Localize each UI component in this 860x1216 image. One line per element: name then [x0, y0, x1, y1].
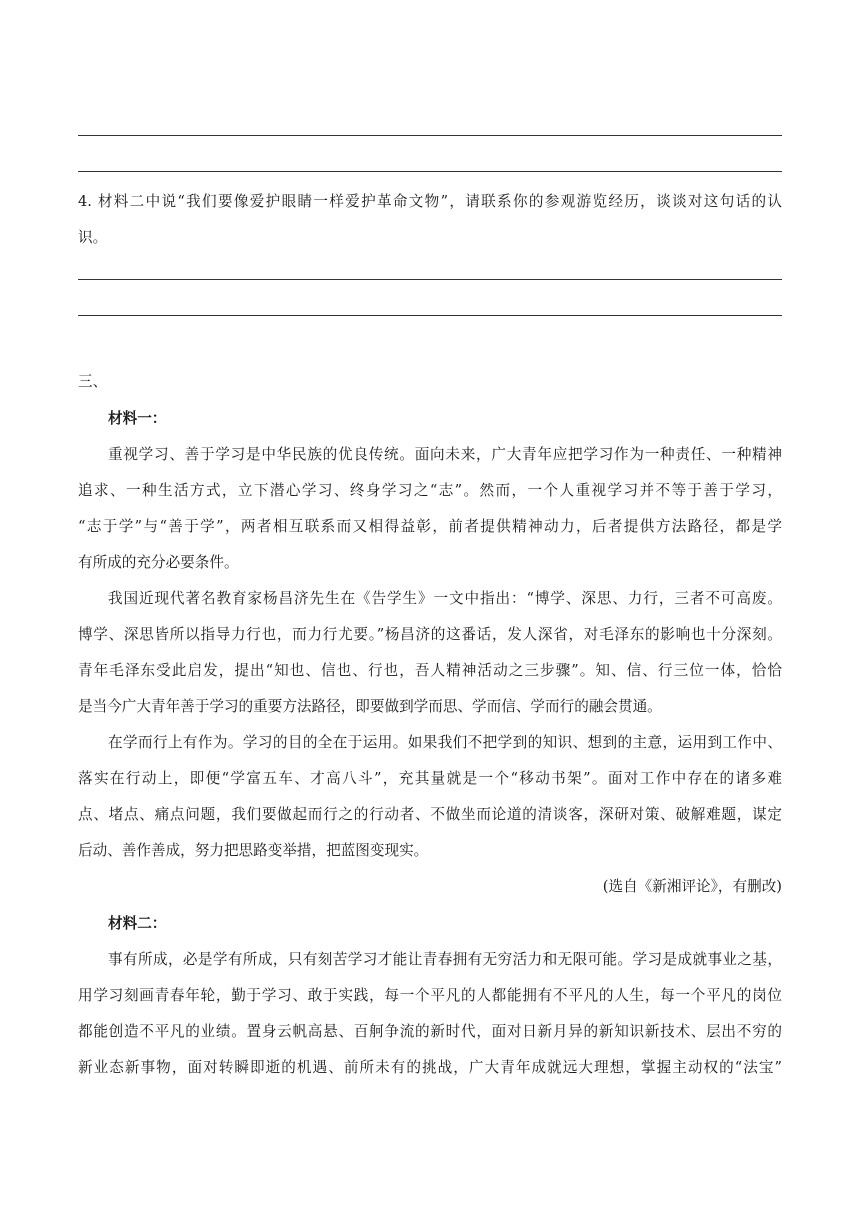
material-2-line: 事有所成，必是学有所成，只有刻苦学习才能让青春拥有无穷活力和无限可能。学习是成就事业之基， [108, 951, 782, 968]
material-1-line: “志于学”与“善于学”，两者相互联系而又相得益彰，前者提供精神动力，后者提供方法路径，都是学 [78, 518, 782, 535]
material-1-line: 是当今广大青年善于学习的重要方法路径，即要做到学而思、学而信、学而行的融会贯通。 [78, 698, 662, 715]
material-1-source: (选自《新湘评论》，有删改) [602, 878, 782, 895]
material-1-line: 重视学习、善于学习是中华民族的优良传统。面向未来，广大青年应把学习作为一种责任、一种精神 [108, 446, 782, 463]
question-4-line-1: 4. 材料二中说“我们要像爱护眼睛一样爱护革命文物”，请联系你的参观游览经历，谈谈对这句话的认 [78, 193, 782, 210]
material-2-line: 用学习刻画青春年轮，勤于学习、敢于实践，每一个平凡的人都能拥有不平凡的人生，每一个平凡的岗位 [78, 987, 782, 1004]
answer-line [78, 135, 782, 136]
material-1-line: 追求、一种生活方式，立下潜心学习、终身学习之“志”。然而，一个人重视学习并不等于善于学习， [78, 482, 782, 499]
material-1-line: 青年毛泽东受此启发，提出“知也、信也、行也，吾人精神活动之三步骤”。知、信、行三位一体，恰恰 [78, 662, 782, 679]
material-1-line: 落实在行动上，即便“学富五车、才高八斗”，充其量就是一个“移动书架”。面对工作中存在的诸多难 [78, 770, 782, 787]
answer-line [78, 171, 782, 172]
material-2-line: 都能创造不平凡的业绩。置身云帆高悬、百舸争流的新时代，面对日新月异的新知识新技术、层出不穷的 [78, 1023, 782, 1040]
answer-line [78, 279, 782, 280]
question-4-line-2: 识。 [78, 229, 108, 246]
section-heading: 三、 [78, 373, 108, 390]
material-2-line: 新业态新事物，面对转瞬即逝的机遇、前所未有的挑战，广大青年成就远大理想，掌握主动权的“法宝” [78, 1059, 782, 1076]
material-1-line: 在学而行上有作为。学习的目的全在于运用。如果我们不把学到的知识、想到的主意，运用到工作中、 [108, 734, 782, 751]
material-1-line: 博学、深思皆所以指导力行也，而力行尤要。”杨昌济的这番话，发人深省，对毛泽东的影响也十分深刻。 [78, 626, 782, 643]
material-2-heading: 材料二： [108, 915, 167, 932]
material-1-heading: 材料一： [108, 410, 167, 427]
material-1-line: 后动、善作善成，努力把思路变举措，把蓝图变现实。 [78, 842, 429, 859]
material-1-line: 我国近现代著名教育家杨昌济先生在《告学生》一文中指出：“博学、深思、力行，三者不可高废。 [108, 590, 782, 607]
material-1-line: 点、堵点、痛点问题，我们要做起而行之的行动者、不做坐而论道的清谈客，深研对策、破解难题，谋定 [78, 806, 782, 823]
material-1-line: 有所成的充分必要条件。 [78, 554, 239, 571]
answer-line [78, 315, 782, 316]
